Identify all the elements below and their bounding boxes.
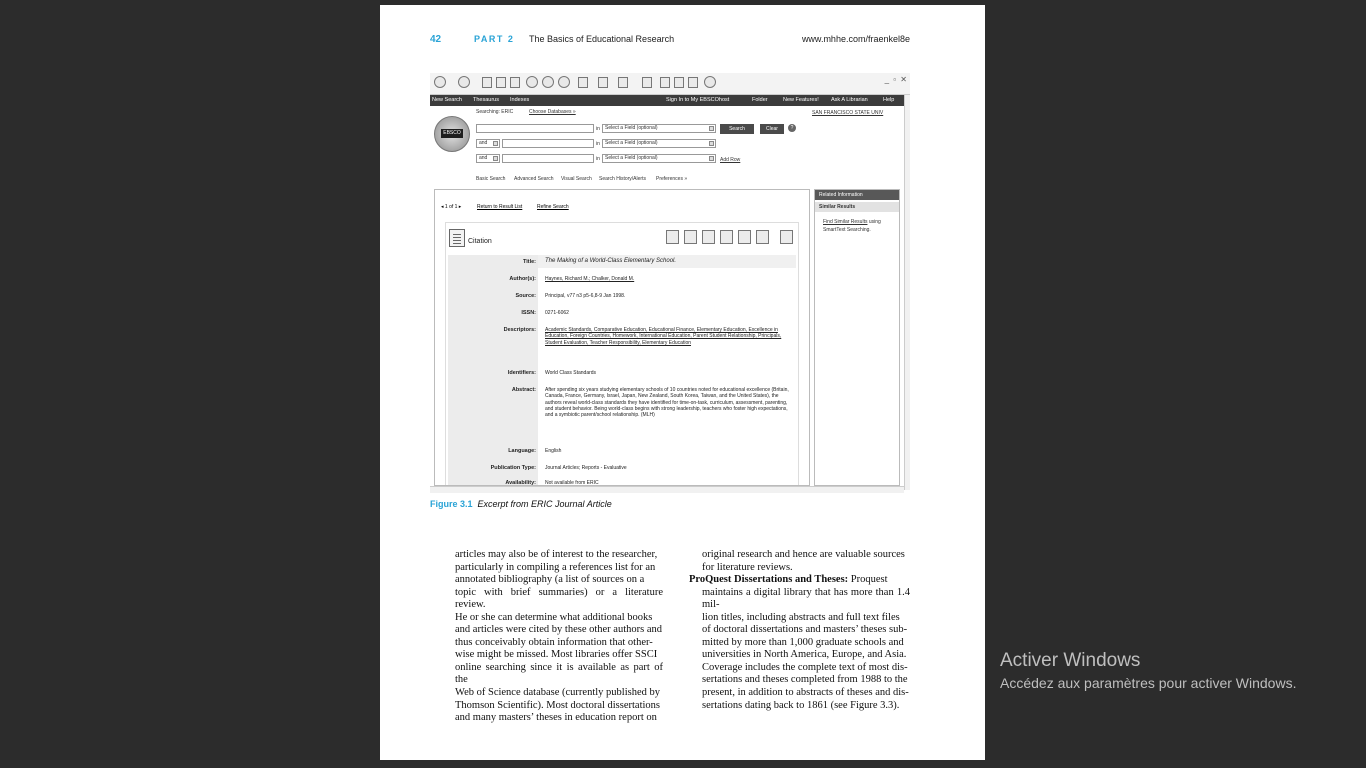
record-source: Principal, v77 n3 p5-6,8-9 Jan 1998. [545,293,626,299]
identifiers-label: Identifiers: [507,370,536,376]
running-head [430,34,910,48]
field-select-1: Select a Field (optional) [602,124,716,133]
document-icon [449,229,465,247]
add-to-folder-icon [756,230,769,244]
institution-link: SAN FRANCISCO STATE UNIV [812,110,884,116]
email-icon [684,230,697,244]
record-authors: Haynes, Richard M.; Chalker, Donald M. [545,276,635,282]
issn-label: ISSN: [521,310,536,316]
figure-caption-text: Excerpt from ERIC Journal Article [477,499,612,509]
search-link-history: Search History/Alerts [599,176,646,182]
back-icon [434,76,446,88]
citation-label: Citation [468,238,492,245]
search-panel: EBSCO Searching: ERIC Choose Databases » SAN FRANCISCO STATE UNIV in Select a Field (optional) Search Clear ? and in Select a Field (optional) and in Select a Field (optional) Add Row Basic Search Advanced Search Visual Search Search History/Alerts Preferences » [430,106,904,188]
refresh-icon [496,77,506,88]
record-language: English [545,448,562,454]
help-icon: ? [788,124,796,132]
forward-icon [458,76,470,88]
abstract-label: Abstract: [511,387,536,393]
choose-databases-link: Choose Databases » [529,109,576,115]
vertical-scrollbar [904,95,910,490]
record-descriptors: Academic Standards, Comparative Education, Educational Finance, Elementary Education, Excellence in Education, Foreign Countries, Homework, International Education, Parent Student Relationship, Principals, Student Evaluation, Teacher Responsibility, Elementary Education [545,327,782,346]
settings-icon [780,230,793,244]
descriptors-label: Descriptors: [503,327,536,333]
edit-icon [618,77,628,88]
part-title: The Basics of Educational Research [529,34,675,44]
search-term-field-3 [502,154,594,163]
nav-sign-in: Sign In to My EBSCOhost [666,97,730,103]
tools-icon [688,77,698,88]
field-select-2: Select a Field (optional) [602,139,716,148]
research-icon [674,77,684,88]
citation-box [445,222,799,486]
pubtype-label: Publication Type: [490,465,536,471]
nav-thesaurus: Thesaurus [473,97,499,103]
record-availability: Not available from ERIC [545,480,599,486]
proquest-heading: ProQuest Dissertations and Theses: [689,574,849,586]
print-icon [598,77,608,88]
related-info-header: Related Information [815,190,899,200]
mail-icon [578,77,588,88]
text-column-right: original research and hence are valuable sources for literature reviews. ProQuest Dissertations and Theses: Proquest maintains a digital library that has more than 1.4 mil- lion titles, including abstracts and full text files of doctoral dissertations and masters’ theses sub- mitted by more than 1,000 graduate schools and universities in North America, Europe, and Asia. Coverage includes the complete text of most dis- sertations and theses completed from 1988 to the present, in addition to abstracts of theses and dis- sertations dating back to 1861 (see Figure 3.3). [689,549,910,711]
favorites-icon [542,76,554,88]
history-icon [558,76,570,88]
authors-label: Author(s): [509,276,536,282]
figure-number: Figure 3.1 [430,499,473,509]
find-similar-link: Find Similar Results [823,219,868,225]
searching-label: Searching: ERIC [476,109,514,115]
activation-subtitle: Accédez aux paramètres pour activer Windows. [1000,675,1297,691]
horizontal-scrollbar [430,486,904,493]
stop-icon [482,77,492,88]
book-url: www.mhhe.com/fraenkel8e [801,34,910,44]
find-similar-text: Find Similar Results using SmartText Searching. [823,219,881,233]
similar-results-header: Similar Results [815,202,899,212]
nav-new-search: New Search [432,97,462,103]
part-label: PART 2 [474,34,515,44]
pager: ◂ 1 of 1 ▸ [441,204,462,210]
record-issn: 0271-6062 [545,310,569,316]
search-term-field-2 [502,139,594,148]
search-link-advanced: Advanced Search [514,176,554,182]
bool-select-3: and [476,154,500,163]
record-title: The Making of a World-Class Elementary School. [545,258,677,264]
search-icon [526,76,538,88]
text-column-left: articles may also be of interest to the researcher, particularly in compiling a references list for an annotated bibliography (a list of sources on a topic with brief summaries) or a literature review. He or she can determine what additional books and articles were cited by these other authors and thus conceivably obtain information that other- wise might be missed. Most libraries offer SSCI online searching since it is available as part of the Web of Science database (currently published by Thomson Scientific). Most doctoral dissertations and many masters’ theses in education report on [455,549,663,724]
availability-label: Availability: [505,480,536,486]
search-term-field-1 [476,124,594,133]
record-identifiers: World Class Standards [545,370,597,376]
search-link-visual: Visual Search [561,176,592,182]
bool-select-2: and [476,139,500,148]
figure-caption [430,499,612,509]
add-row-link: Add Row [720,157,741,163]
results-pane [434,189,810,486]
search-link-preferences: Preferences » [656,176,688,182]
extras-icon [704,76,716,88]
nav-help: Help [883,97,895,103]
nav-ask-librarian: Ask A Librarian [831,97,868,103]
save-icon [702,230,715,244]
title-label: Title: [522,259,536,265]
home-icon [510,77,520,88]
nav-indexes: Indexes [510,97,530,103]
record-pubtype: Journal Articles; Reports - Evaluative [545,465,627,471]
activation-title: Activer Windows [1000,650,1141,671]
search-button: Search [720,124,754,134]
print-icon [666,230,679,244]
refine-search-link: Refine Search [537,204,569,210]
source-label: Source: [515,293,536,299]
discuss-icon [642,77,652,88]
ebsco-nav-bar [430,95,904,106]
eric-screenshot-figure [430,73,910,493]
citation-record [448,255,798,486]
window-controls-icon: _ ▫ ✕ [884,75,908,84]
clear-button: Clear [760,124,784,134]
page-number: 42 [430,34,442,45]
ebsco-logo-icon: EBSCO [434,116,470,152]
nav-folder: Folder [752,97,768,103]
search-link-basic: Basic Search [476,176,506,182]
language-label: Language: [508,448,536,454]
cite-icon [720,230,733,244]
field-select-3: Select a Field (optional) [602,154,716,163]
related-info-panel [814,189,900,486]
book-page [380,5,985,760]
messenger-icon [660,77,670,88]
windows-activation-watermark [1000,650,1296,691]
nav-new-features: New Features! [783,97,819,103]
export-icon [738,230,751,244]
record-abstract: After spending six years studying elementary schools of 10 countries noted for educational excellence (Britain, Canada, France, Germany, Israel, Japan, New Zealand, South Korea, Taiwan, and the United States), the authors reveal world-class standards they have identified for time-on-task, curriculum, assessment, parenting, and student behavior. Being world-class begins with strong leadership, teachers who foster high expectations, and a symbiotic parent/school relationship. (MLH) [545,387,789,419]
browser-toolbar [430,73,910,95]
return-to-result-list-link: Return to Result List [477,204,523,210]
